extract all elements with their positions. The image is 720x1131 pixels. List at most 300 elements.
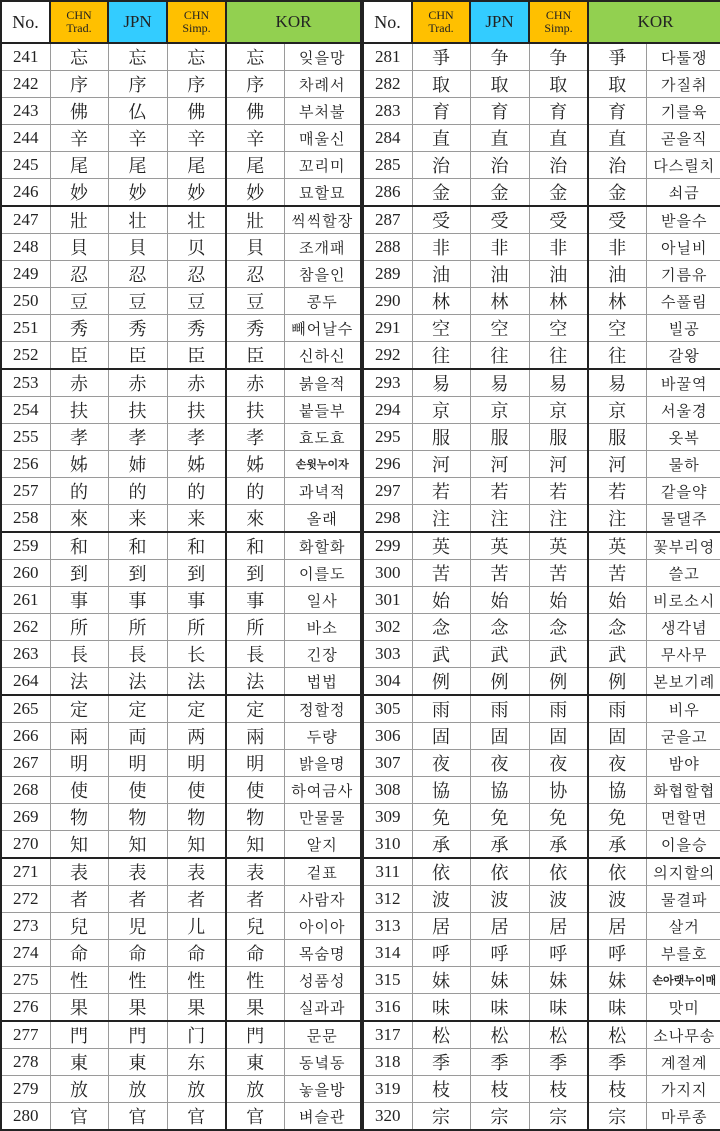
row-number: 273 <box>1 913 50 940</box>
jpn-char: 承 <box>470 831 529 859</box>
table-row <box>363 1049 720 1076</box>
jpn-char: 豆 <box>108 288 167 315</box>
header-row <box>363 1 720 43</box>
row-number: 279 <box>1 1076 50 1103</box>
row-number: 262 <box>1 614 50 641</box>
kor-meaning: 묘할묘 <box>284 179 361 207</box>
table-row <box>1 342 361 370</box>
kor-hanja-char: 承 <box>588 831 646 859</box>
kor-meaning: 씩씩할장 <box>284 206 361 234</box>
kor-meaning: 면할면 <box>646 804 720 831</box>
chn-simp-char: 明 <box>167 750 226 777</box>
chn-trad-char: 壯 <box>50 206 108 234</box>
row-number: 306 <box>363 723 412 750</box>
kor-meaning: 살거 <box>646 913 720 940</box>
chn-simp-char: 者 <box>167 886 226 913</box>
kor-hanja-char: 法 <box>226 668 284 696</box>
row-number: 282 <box>363 71 412 98</box>
jpn-char: 取 <box>470 71 529 98</box>
jpn-char: 到 <box>108 560 167 587</box>
table-row <box>1 1021 361 1049</box>
kor-hanja-char: 季 <box>588 1049 646 1076</box>
table-row <box>1 967 361 994</box>
kor-meaning: 바소 <box>284 614 361 641</box>
kor-hanja-char: 官 <box>226 1103 284 1131</box>
jpn-char: 物 <box>108 804 167 831</box>
table-row <box>363 994 720 1022</box>
kor-hanja-char: 依 <box>588 858 646 886</box>
kor-hanja-char: 林 <box>588 288 646 315</box>
kor-hanja-char: 東 <box>226 1049 284 1076</box>
kor-meaning: 손아랫누이매 <box>646 967 720 994</box>
jpn-char: 長 <box>108 641 167 668</box>
kor-hanja-char: 赤 <box>226 369 284 397</box>
chn-trad-char: 忍 <box>50 261 108 288</box>
kor-meaning: 무사무 <box>646 641 720 668</box>
jpn-char: 河 <box>470 451 529 478</box>
table-row <box>363 804 720 831</box>
row-number: 288 <box>363 234 412 261</box>
kor-hanja-char: 固 <box>588 723 646 750</box>
kor-meaning: 굳을고 <box>646 723 720 750</box>
chn-simp-char: 武 <box>529 641 588 668</box>
kor-meaning: 조개패 <box>284 234 361 261</box>
row-number: 316 <box>363 994 412 1022</box>
jpn-char: 依 <box>470 858 529 886</box>
row-number: 245 <box>1 152 50 179</box>
jpn-char: 和 <box>108 532 167 560</box>
kor-meaning: 문문 <box>284 1021 361 1049</box>
row-number: 302 <box>363 614 412 641</box>
row-number: 257 <box>1 478 50 505</box>
chn-trad-char: 季 <box>412 1049 470 1076</box>
chn-simp-char: 表 <box>167 858 226 886</box>
chn-simp-char: 枝 <box>529 1076 588 1103</box>
chn-trad-char: 始 <box>412 587 470 614</box>
chn-trad-char: 貝 <box>50 234 108 261</box>
kor-hanja-char: 辛 <box>226 125 284 152</box>
chn-trad-char: 注 <box>412 505 470 533</box>
kor-hanja-char: 往 <box>588 342 646 370</box>
kor-meaning: 긴장 <box>284 641 361 668</box>
table-row <box>363 179 720 207</box>
row-number: 272 <box>1 886 50 913</box>
row-number: 305 <box>363 695 412 723</box>
kor-meaning: 아이아 <box>284 913 361 940</box>
table-row <box>1 125 361 152</box>
header-chn-simp <box>529 1 588 43</box>
table-row <box>363 940 720 967</box>
jpn-char: 協 <box>470 777 529 804</box>
table-row <box>1 234 361 261</box>
row-number: 265 <box>1 695 50 723</box>
chn-trad-char: 知 <box>50 831 108 859</box>
row-number: 298 <box>363 505 412 533</box>
kor-hanja-char: 的 <box>226 478 284 505</box>
kor-hanja-char: 秀 <box>226 315 284 342</box>
jpn-char: 味 <box>470 994 529 1022</box>
table-row <box>1 614 361 641</box>
kor-meaning: 이을승 <box>646 831 720 859</box>
table-row <box>1 1103 361 1131</box>
jpn-char: 注 <box>470 505 529 533</box>
jpn-char: 門 <box>108 1021 167 1049</box>
kor-meaning: 소나무송 <box>646 1021 720 1049</box>
chn-trad-char: 免 <box>412 804 470 831</box>
chn-simp-char: 取 <box>529 71 588 98</box>
row-number: 309 <box>363 804 412 831</box>
row-number: 313 <box>363 913 412 940</box>
jpn-char: 金 <box>470 179 529 207</box>
kor-meaning: 빼어날수 <box>284 315 361 342</box>
table-row <box>363 913 720 940</box>
kor-meaning: 밤야 <box>646 750 720 777</box>
chn-trad-char: 金 <box>412 179 470 207</box>
chn-simp-char: 壮 <box>167 206 226 234</box>
table-row <box>1 886 361 913</box>
row-number: 249 <box>1 261 50 288</box>
kor-meaning: 옷복 <box>646 424 720 451</box>
row-number: 264 <box>1 668 50 696</box>
kor-hanja-char: 油 <box>588 261 646 288</box>
kor-hanja-char: 若 <box>588 478 646 505</box>
kor-hanja-char: 服 <box>588 424 646 451</box>
table-row <box>1 424 361 451</box>
table-row <box>1 668 361 696</box>
chn-simp-char: 忘 <box>167 43 226 71</box>
chn-trad-char: 若 <box>412 478 470 505</box>
kor-meaning: 비로소시 <box>646 587 720 614</box>
header-chn-simp-line1: CHN <box>183 8 210 23</box>
table-row <box>1 369 361 397</box>
kor-hanja-char: 者 <box>226 886 284 913</box>
kor-meaning: 쓸고 <box>646 560 720 587</box>
chn-simp-char: 佛 <box>167 98 226 125</box>
row-number: 278 <box>1 1049 50 1076</box>
row-number: 248 <box>1 234 50 261</box>
chn-trad-char: 河 <box>412 451 470 478</box>
row-number: 315 <box>363 967 412 994</box>
row-number: 256 <box>1 451 50 478</box>
header-kor: KOR <box>226 1 361 43</box>
chn-trad-char: 者 <box>50 886 108 913</box>
kor-meaning: 마루종 <box>646 1103 720 1131</box>
header-chn-simp-line2: Simp. <box>544 21 573 35</box>
jpn-char: 雨 <box>470 695 529 723</box>
table-row <box>1 288 361 315</box>
kor-hanja-char: 始 <box>588 587 646 614</box>
chn-simp-char: 到 <box>167 560 226 587</box>
jpn-char: 知 <box>108 831 167 859</box>
kor-meaning: 밝을명 <box>284 750 361 777</box>
row-number: 242 <box>1 71 50 98</box>
row-number: 241 <box>1 43 50 71</box>
chn-simp-char: 的 <box>167 478 226 505</box>
row-number: 250 <box>1 288 50 315</box>
kor-meaning: 차례서 <box>284 71 361 98</box>
jpn-char: 妙 <box>108 179 167 207</box>
row-number: 297 <box>363 478 412 505</box>
table-row <box>1 206 361 234</box>
row-number: 292 <box>363 342 412 370</box>
jpn-char: 始 <box>470 587 529 614</box>
header-no: No. <box>1 1 50 43</box>
chn-simp-char: 使 <box>167 777 226 804</box>
table-row <box>363 206 720 234</box>
chn-trad-char: 非 <box>412 234 470 261</box>
row-number: 271 <box>1 858 50 886</box>
jpn-char: 油 <box>470 261 529 288</box>
kor-meaning: 올래 <box>284 505 361 533</box>
row-number: 312 <box>363 886 412 913</box>
row-number: 303 <box>363 641 412 668</box>
table-row <box>1 994 361 1022</box>
kor-hanja-char: 京 <box>588 397 646 424</box>
kor-meaning: 맛미 <box>646 994 720 1022</box>
kor-meaning: 콩두 <box>284 288 361 315</box>
kor-meaning: 부를호 <box>646 940 720 967</box>
chn-trad-char: 育 <box>412 98 470 125</box>
chn-simp-char: 臣 <box>167 342 226 370</box>
chn-trad-char: 性 <box>50 967 108 994</box>
jpn-char: 林 <box>470 288 529 315</box>
table-row <box>363 560 720 587</box>
jpn-char: 夜 <box>470 750 529 777</box>
chn-simp-char: 定 <box>167 695 226 723</box>
chn-simp-char: 所 <box>167 614 226 641</box>
kor-hanja-char: 妹 <box>588 967 646 994</box>
jpn-char: 表 <box>108 858 167 886</box>
kor-hanja-char: 宗 <box>588 1103 646 1131</box>
kor-hanja-char: 金 <box>588 179 646 207</box>
chn-simp-char: 官 <box>167 1103 226 1131</box>
jpn-char: 争 <box>470 43 529 71</box>
row-number: 284 <box>363 125 412 152</box>
kor-meaning: 갈왕 <box>646 342 720 370</box>
jpn-char: 例 <box>470 668 529 696</box>
table-row <box>1 505 361 533</box>
chn-trad-char: 所 <box>50 614 108 641</box>
header-chn-trad-line1: CHN <box>428 8 454 23</box>
jpn-char: 仏 <box>108 98 167 125</box>
table-row <box>1 478 361 505</box>
kor-meaning: 놓을방 <box>284 1076 361 1103</box>
jpn-char: 受 <box>470 206 529 234</box>
chn-trad-char: 苦 <box>412 560 470 587</box>
chn-simp-char: 京 <box>529 397 588 424</box>
table-row <box>363 641 720 668</box>
header-kor: KOR <box>588 1 720 43</box>
kor-hanja-char: 門 <box>226 1021 284 1049</box>
table-row <box>363 777 720 804</box>
chn-simp-char: 知 <box>167 831 226 859</box>
kor-meaning: 매울신 <box>284 125 361 152</box>
kor-hanja-char: 佛 <box>226 98 284 125</box>
row-number: 311 <box>363 858 412 886</box>
kor-hanja-char: 壯 <box>226 206 284 234</box>
chn-simp-char: 治 <box>529 152 588 179</box>
chn-simp-char: 性 <box>167 967 226 994</box>
chn-simp-char: 味 <box>529 994 588 1022</box>
row-number: 301 <box>363 587 412 614</box>
kor-meaning: 겉표 <box>284 858 361 886</box>
kor-meaning: 의지할의 <box>646 858 720 886</box>
jpn-char: 京 <box>470 397 529 424</box>
chn-simp-char: 东 <box>167 1049 226 1076</box>
jpn-char: 苦 <box>470 560 529 587</box>
table-row <box>363 1021 720 1049</box>
table-row <box>1 179 361 207</box>
kor-hanja-char: 兒 <box>226 913 284 940</box>
chn-trad-char: 定 <box>50 695 108 723</box>
table-row <box>363 98 720 125</box>
kor-meaning: 계절계 <box>646 1049 720 1076</box>
chn-simp-char: 协 <box>529 777 588 804</box>
kor-meaning: 참을인 <box>284 261 361 288</box>
table-row <box>363 424 720 451</box>
row-number: 254 <box>1 397 50 424</box>
chn-simp-char: 豆 <box>167 288 226 315</box>
jpn-char: 念 <box>470 614 529 641</box>
chn-trad-char: 赤 <box>50 369 108 397</box>
table-row <box>1 913 361 940</box>
chn-trad-char: 宗 <box>412 1103 470 1131</box>
kor-meaning: 기를육 <box>646 98 720 125</box>
chn-simp-char: 松 <box>529 1021 588 1049</box>
kor-meaning: 이를도 <box>284 560 361 587</box>
row-number: 289 <box>363 261 412 288</box>
chn-simp-char: 依 <box>529 858 588 886</box>
row-number: 261 <box>1 587 50 614</box>
jpn-char: 貝 <box>108 234 167 261</box>
kor-meaning: 꼬리미 <box>284 152 361 179</box>
kor-hanja-char: 長 <box>226 641 284 668</box>
chn-simp-char: 法 <box>167 668 226 696</box>
chn-trad-char: 念 <box>412 614 470 641</box>
table-row <box>1 750 361 777</box>
kor-meaning: 손윗누이자 <box>284 451 361 478</box>
kor-hanja-char: 松 <box>588 1021 646 1049</box>
kor-meaning: 과녁적 <box>284 478 361 505</box>
table-row <box>363 478 720 505</box>
chn-trad-char: 空 <box>412 315 470 342</box>
chn-trad-char: 波 <box>412 886 470 913</box>
chn-simp-char: 物 <box>167 804 226 831</box>
row-number: 258 <box>1 505 50 533</box>
row-number: 277 <box>1 1021 50 1049</box>
kor-meaning: 비우 <box>646 695 720 723</box>
chn-simp-char: 雨 <box>529 695 588 723</box>
row-number: 320 <box>363 1103 412 1131</box>
row-number: 318 <box>363 1049 412 1076</box>
kor-meaning: 실과과 <box>284 994 361 1022</box>
table-row <box>1 777 361 804</box>
chn-simp-char: 事 <box>167 587 226 614</box>
table-row <box>1 43 361 71</box>
jpn-char: 服 <box>470 424 529 451</box>
table-row <box>1 804 361 831</box>
jpn-char: 児 <box>108 913 167 940</box>
kor-hanja-char: 定 <box>226 695 284 723</box>
kor-meaning: 물결파 <box>646 886 720 913</box>
row-number: 280 <box>1 1103 50 1131</box>
kor-meaning: 서울경 <box>646 397 720 424</box>
kor-hanja-char: 雨 <box>588 695 646 723</box>
kor-meaning: 물댈주 <box>646 505 720 533</box>
kor-meaning: 신하신 <box>284 342 361 370</box>
jpn-char: 孝 <box>108 424 167 451</box>
jpn-char: 所 <box>108 614 167 641</box>
jpn-char: 来 <box>108 505 167 533</box>
table-row <box>1 831 361 859</box>
table-row <box>363 234 720 261</box>
chn-simp-char: 免 <box>529 804 588 831</box>
chn-trad-char: 辛 <box>50 125 108 152</box>
chn-trad-char: 協 <box>412 777 470 804</box>
row-number: 283 <box>363 98 412 125</box>
kor-meaning: 곧을직 <box>646 125 720 152</box>
kor-hanja-char: 臣 <box>226 342 284 370</box>
row-number: 314 <box>363 940 412 967</box>
chn-simp-char: 呼 <box>529 940 588 967</box>
chn-trad-char: 呼 <box>412 940 470 967</box>
kor-meaning: 본보기례 <box>646 668 720 696</box>
kor-meaning: 일사 <box>284 587 361 614</box>
jpn-char: 往 <box>470 342 529 370</box>
chn-simp-char: 来 <box>167 505 226 533</box>
chn-trad-char: 松 <box>412 1021 470 1049</box>
table-row <box>1 587 361 614</box>
row-number: 281 <box>363 43 412 71</box>
jpn-char: 果 <box>108 994 167 1022</box>
jpn-char: 易 <box>470 369 529 397</box>
table-row <box>363 532 720 560</box>
kor-hanja-char: 到 <box>226 560 284 587</box>
kor-hanja-char: 味 <box>588 994 646 1022</box>
chn-trad-char: 尾 <box>50 152 108 179</box>
chn-trad-char: 妙 <box>50 179 108 207</box>
row-number: 317 <box>363 1021 412 1049</box>
kor-hanja-char: 直 <box>588 125 646 152</box>
table-row <box>363 288 720 315</box>
row-number: 290 <box>363 288 412 315</box>
chn-trad-char: 明 <box>50 750 108 777</box>
table-row <box>363 43 720 71</box>
chn-simp-char: 尾 <box>167 152 226 179</box>
header-chn-trad-line2: Trad. <box>428 21 454 35</box>
kor-meaning: 꽃부리영 <box>646 532 720 560</box>
chn-simp-char: 忍 <box>167 261 226 288</box>
table-row <box>363 831 720 859</box>
kor-hanja-char: 河 <box>588 451 646 478</box>
table-row <box>1 858 361 886</box>
chn-trad-char: 和 <box>50 532 108 560</box>
table-row <box>363 614 720 641</box>
jpn-char: 妹 <box>470 967 529 994</box>
chn-simp-char: 居 <box>529 913 588 940</box>
row-number: 308 <box>363 777 412 804</box>
kor-meaning: 수풀림 <box>646 288 720 315</box>
kor-hanja-char: 孝 <box>226 424 284 451</box>
table-row <box>363 125 720 152</box>
jpn-char: 直 <box>470 125 529 152</box>
kor-hanja-char: 治 <box>588 152 646 179</box>
table-row <box>363 315 720 342</box>
kor-hanja-char: 忘 <box>226 43 284 71</box>
row-number: 253 <box>1 369 50 397</box>
kor-hanja-char: 忍 <box>226 261 284 288</box>
jpn-char: 放 <box>108 1076 167 1103</box>
